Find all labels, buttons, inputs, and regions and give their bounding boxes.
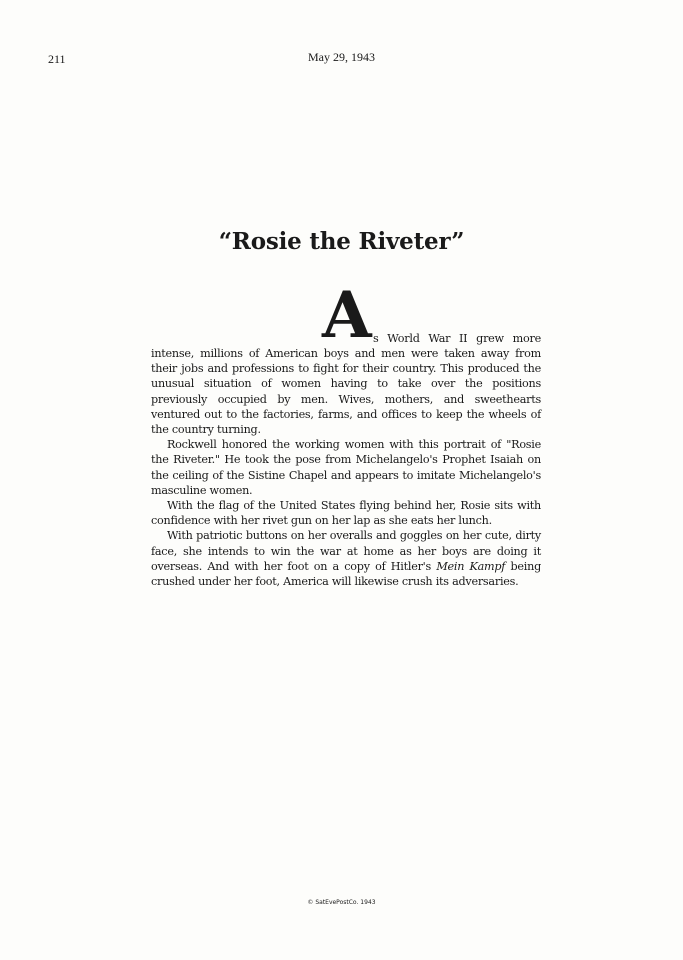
- paragraph-2: Rockwell honored the working women with this portrait of "Rosie the Riveter." He took the pose from Michelangelo's Prophet Isaiah on the ceiling of the Sistine Chapel and appears to imitate Michelangelo's masculine women.: [151, 438, 541, 497]
- article-body: [151, 278, 541, 589]
- page-number: 211: [48, 52, 66, 66]
- first-line: [151, 278, 541, 353]
- drop-cap: A: [322, 278, 372, 353]
- book-title: Mein Kampf: [436, 559, 506, 573]
- paragraph-1: intense, millions of American boys and men were taken away from their jobs and professions to fight for their country. This produced the unusual situation of women having to take over the positions previously occupied by men. Wives, mothers, and sweethearts ventured out to the factories, farms, and offices to keep the wheels of the country turning.: [151, 347, 541, 437]
- paragraph-3: With the flag of the United States flying behind her, Rosie sits with confidence with her rivet gun on her lap as she eats her lunch.: [151, 499, 541, 528]
- article-title: “Rosie the Riveter”: [218, 228, 465, 255]
- paragraph-4-part-a: With patriotic buttons on her overalls and goggles on her cute, dirty face, she intends to win the war at home as her boys are doing it overseas. And with her foot on a copy of Hitler's: [151, 529, 541, 573]
- paragraph-4: [151, 528, 541, 589]
- first-line-text: s World War II grew more: [373, 332, 541, 345]
- issue-date: May 29, 1943: [308, 50, 375, 64]
- paragraph-4-part-b: being crushed under her foot, America will likewise crush its adversaries.: [151, 559, 541, 589]
- copyright-notice: © SatEvePostCo. 1943: [307, 899, 376, 906]
